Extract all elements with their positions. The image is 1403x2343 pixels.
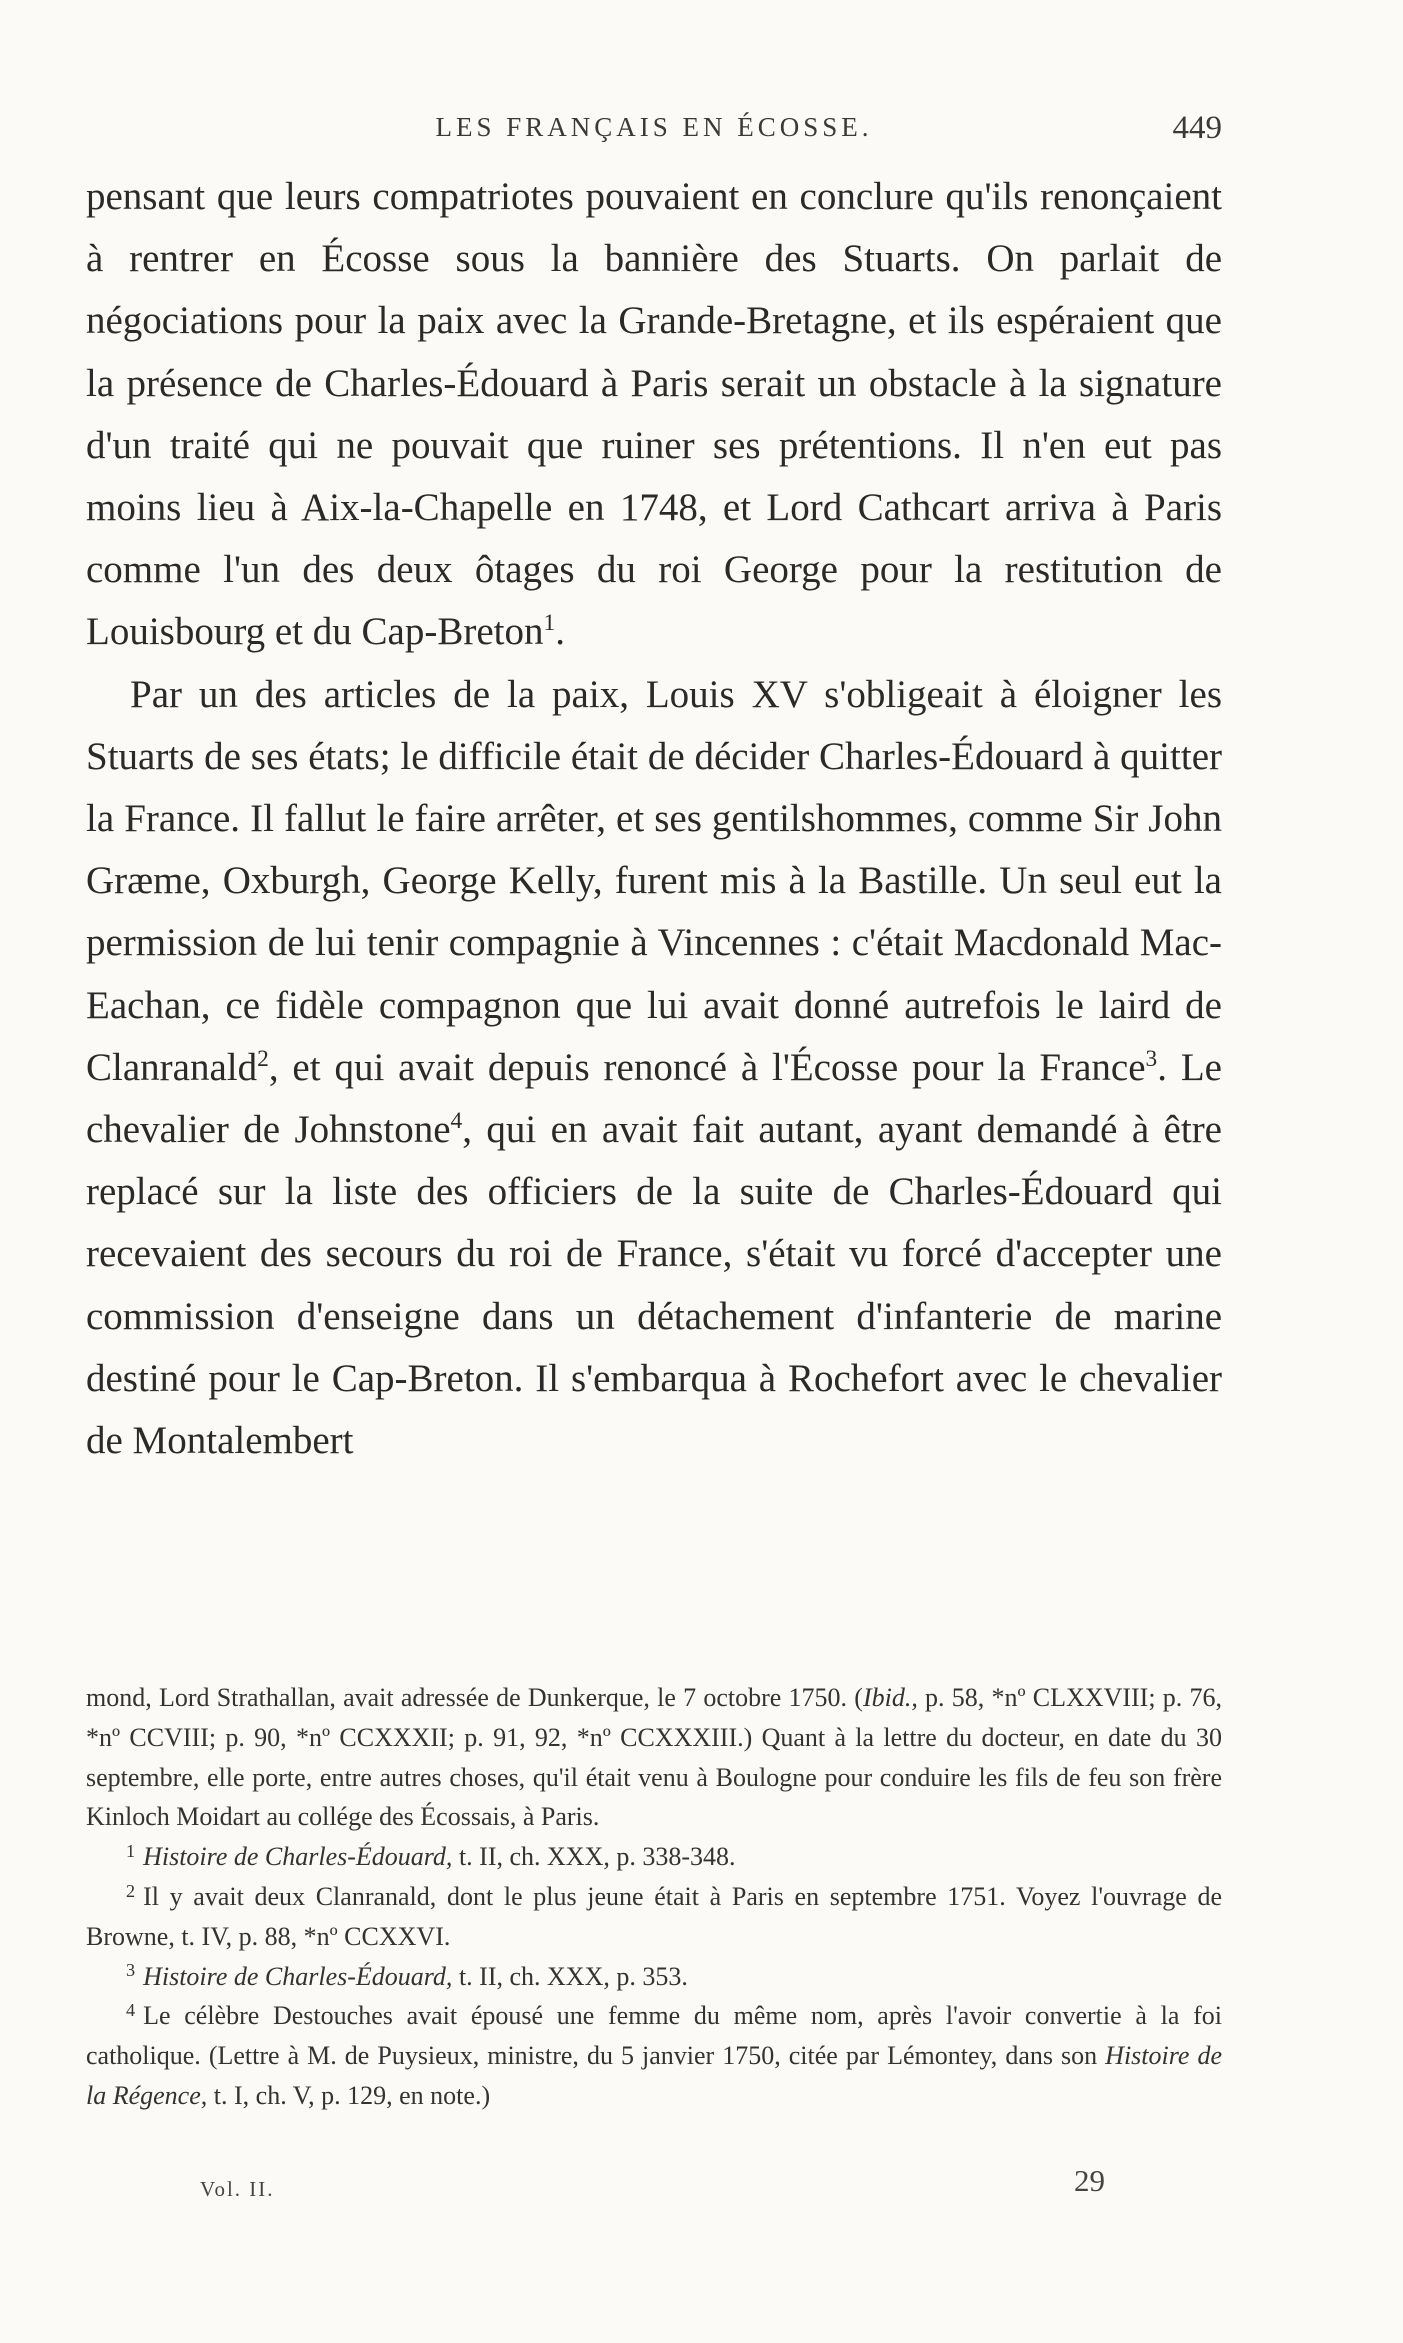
footnote-number: 1 bbox=[126, 1841, 136, 1861]
paragraph-text: . Le chevalier de Johnstone bbox=[86, 1045, 1222, 1152]
footnote-ref: 1 bbox=[543, 610, 556, 637]
signature-number: 29 bbox=[1074, 2163, 1105, 2198]
running-head bbox=[86, 112, 1222, 156]
footnote-citation: Ibid., bbox=[862, 1683, 918, 1712]
footnote-citation: Histoire de la Régence, bbox=[86, 2041, 1222, 2110]
footnote-text: t. I, ch. V, p. 129, en note.) bbox=[207, 2080, 491, 2110]
footnote-continuation bbox=[86, 1678, 1222, 1837]
volume-mark: Vol. II. bbox=[200, 2177, 275, 2201]
footnote-text: Il y avait deux Clanranald, dont le plus jeune était à Paris en septembre 1751. Voyez l'ouvrage de Browne, t. IV, p. 88, *nº CCXXVI. bbox=[86, 1881, 1222, 1951]
paragraph bbox=[86, 166, 1222, 664]
footnote-number: 3 bbox=[126, 1960, 136, 1981]
paragraph-text: , qui en avait fait autant, ayant demandé à être replacé sur la liste des officiers de la suite de Charles-Édouard qui recevaient des secours du roi de France, s'était vu forcé d'accepter une commission d'enseigne dans un détachement d'infanterie de marine destiné pour le Cap-Breton. Il s'embarqua à Rochefort avec le chevalier de Montalembert bbox=[86, 1108, 1222, 1463]
footnote-1 bbox=[86, 1837, 1222, 1877]
paragraph-text: , et qui avait depuis renoncé à l'Écosse pour la France bbox=[268, 1045, 1146, 1089]
footnote-number: 2 bbox=[126, 1880, 136, 1901]
footnote-text: Le célèbre Destouches avait épousé une femme du même nom, après l'avoir convertie à la foi catholique. (Lettre à M. de Puysieux, ministre, du 5 janvier 1750, citée par Lémontey, dans son bbox=[86, 2001, 1222, 2071]
footnote-3 bbox=[86, 1957, 1222, 1997]
footnotes bbox=[86, 1678, 1222, 2116]
footnote-citation: Histoire de Charles-Édouard, bbox=[143, 1842, 453, 1872]
running-title: LES FRANÇAIS EN ÉCOSSE. bbox=[435, 112, 873, 142]
footnote-text: t. II, ch. XXX, p. 353. bbox=[452, 1961, 688, 1991]
footnote-2 bbox=[86, 1877, 1222, 1957]
page-number: 449 bbox=[1172, 110, 1222, 146]
paragraph-text: pensant que leurs compatriotes pouvaient en conclure qu'ils renonçaient à rentrer en Écosse sous la bannière des Stuarts. On parlait de négociations pour la paix avec la Grande-Bretagne, et ils espéraient que la présence de Charles-Édouard à Paris serait un obstacle à la signature d'un traité qui ne pouvait que ruiner ses prétentions. Il n'en eut pas moins lieu à Aix-la-Chapelle en 1748, et Lord Cathcart arriva à Paris comme l'un des deux ôtages du roi George pour la restitution de Louisbourg et du Cap-Breton bbox=[86, 175, 1222, 654]
footnote-ref: 2 bbox=[257, 1045, 269, 1072]
main-text bbox=[86, 166, 1222, 1472]
paragraph bbox=[86, 664, 1222, 1473]
footnote-number: 4 bbox=[126, 2000, 136, 2021]
paragraph-text: Par un des articles de la paix, Louis XV s'obligeait à éloigner les Stuarts de ses états; le difficile était de décider Charles-Édouard à quitter la France. Il fallut le faire arrêter, et ses gentilshommes, comme Sir John Græme, Oxburgh, George Kelly, furent mis à la Bastille. Un seul eut la permission de lui tenir compagnie à Vincennes : c'était Macdonald Mac-Eachan, ce fidèle compagnon que lui avait donné autrefois le laird de Clanranald bbox=[86, 672, 1222, 1089]
footnote-4 bbox=[86, 1996, 1222, 2115]
footnote-text: mond, Lord Strathallan, avait adressée de Dunkerque, le 7 octobre 1750. ( bbox=[86, 1683, 863, 1712]
paragraph-text: . bbox=[555, 610, 565, 654]
footnote-ref: 4 bbox=[450, 1108, 463, 1135]
footnote-ref: 3 bbox=[1145, 1045, 1158, 1072]
footnote-text: p. 58, *nº CLXXVIII; p. 76, *nº CCVIII; p. 90, *nº CCXXXII; p. 91, 92, *nº CCXXXIII.) Quant à la lettre du docteur, en date du 30 septembre, elle porte, entre autres choses, qu'il était venu à Boulogne pour conduire les fils de feu son frère Kinloch Moidart au collége des Écossais, à Paris. bbox=[86, 1683, 1223, 1832]
footnote-text: t. II, ch. XXX, p. 338-348. bbox=[452, 1842, 736, 1872]
footnote-citation: Histoire de Charles-Édouard, bbox=[143, 1961, 453, 1991]
